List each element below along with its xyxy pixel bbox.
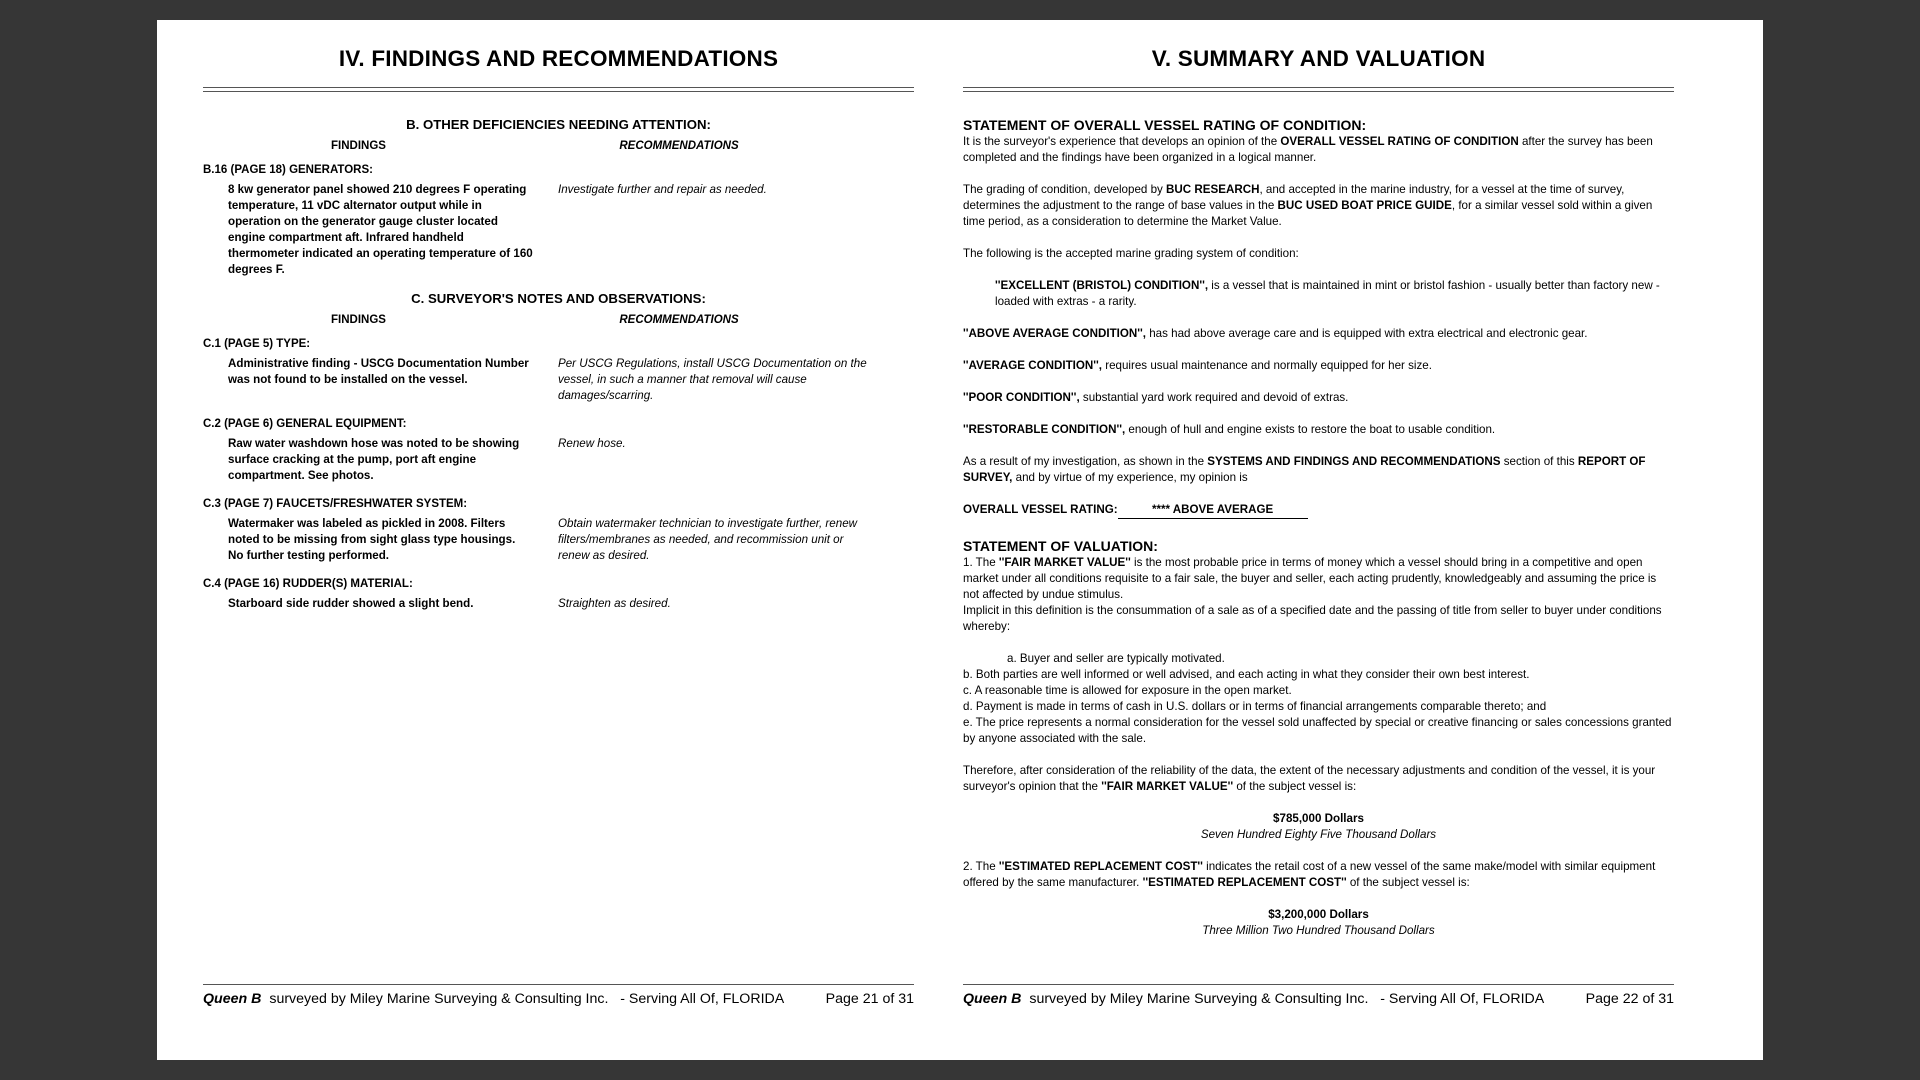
condition-item: b. Both parties are well informed or well advised, and each acting in what they consider their own best interest.	[963, 668, 1530, 681]
section-c-column-headers	[203, 312, 914, 328]
grade-desc: substantial yard work required and devoid of extras.	[1079, 391, 1349, 404]
list-item	[203, 162, 914, 278]
fmv-paragraph	[963, 555, 1674, 603]
recommendation-text: Investigate further and repair as needed.	[558, 183, 767, 196]
grade-name: ''EXCELLENT (BRISTOL) CONDITION'',	[995, 279, 1209, 292]
grade-name: ''ABOVE AVERAGE CONDITION'',	[963, 327, 1147, 340]
section-c-heading: C. SURVEYOR'S NOTES AND OBSERVATIONS:	[411, 291, 706, 306]
implicit-paragraph: Implicit in this definition is the consummation of a sale as of a specified date and the passing of title from seller to buyer under conditions whereby:	[963, 604, 1662, 633]
text-run: BUC USED BOAT PRICE GUIDE	[1277, 199, 1452, 212]
text-run: after the survey has been completed and the findings have been organized in a logical manner.	[963, 135, 1653, 164]
text-run: ''FAIR MARKET VALUE''	[998, 556, 1131, 569]
document-viewer-sheet	[157, 20, 1763, 1060]
table-row	[203, 596, 914, 612]
condition-item: e. The price represents a normal consideration for the vessel sold unaffected by special or creative financing or sales concessions granted by anyone associated with the sale.	[963, 716, 1672, 745]
findings-column-header: FINDINGS	[331, 140, 386, 152]
text-run: is the most probable price in terms of money which a vessel should bring in a competitive and open market under all conditions requisite to a fair sale, the buyer and seller, each acting prudently, knowledgeably and assuming the price is not affected by undue stimulus.	[963, 556, 1657, 601]
findings-content	[203, 116, 914, 624]
page-21	[157, 20, 960, 1060]
title-rule	[963, 87, 1674, 92]
section-b-heading: B. OTHER DEFICIENCIES NEEDING ATTENTION:	[406, 117, 711, 132]
item-label: C.3 (PAGE 7) FAUCETS/FRESHWATER SYSTEM:	[203, 498, 468, 510]
text-run: It is the surveyor's experience that develops an opinion of the	[963, 135, 1281, 148]
fmv-amount: $785,000 Dollars	[1273, 812, 1364, 825]
grade-name: ''AVERAGE CONDITION'',	[963, 359, 1102, 372]
text-run: REPORT OF SURVEY,	[963, 455, 1646, 484]
text-run: , for a similar vessel sold within a given time period, as a consideration to determine the Market Value.	[963, 199, 1653, 228]
text-run: ''FAIR MARKET VALUE''	[1101, 780, 1234, 793]
page-footer	[203, 988, 914, 1010]
finding-text: 8 kw generator panel showed 210 degrees F operating temperature, 11 vDC alternator output while in operation on the generator gauge cluster located engine compartment aft. Infrared handheld thermometer indicated an operating temperature of 160 degrees F.	[228, 183, 533, 276]
footer-surveyor: surveyed by Miley Marine Surveying & Consulting Inc. - Serving All Of, FLORIDA	[1029, 991, 1545, 1007]
footer-page-number: Page 21 of 31	[825, 991, 914, 1007]
text-run: 2. The	[963, 860, 999, 873]
finding-text: Starboard side rudder showed a slight bend.	[228, 597, 474, 610]
fmv-amount-words: Seven Hundred Eighty Five Thousand Dollars	[1200, 828, 1437, 841]
grade-desc: enough of hull and engine exists to restore the boat to usable condition.	[1125, 423, 1496, 436]
text-run: 1. The	[963, 556, 999, 569]
overall-rating-label: OVERALL VESSEL RATING:	[963, 503, 1118, 516]
recommendation-text: Renew hose.	[558, 437, 626, 450]
table-row	[203, 182, 914, 278]
footer-vessel-name: Queen B	[963, 991, 1022, 1007]
item-label: C.1 (PAGE 5) TYPE:	[203, 338, 311, 350]
erc-amount: $3,200,000 Dollars	[1268, 908, 1369, 921]
grade-excellent	[963, 278, 1674, 310]
overall-rating	[963, 502, 1674, 519]
grade-name: ''POOR CONDITION'',	[963, 391, 1080, 404]
footer-rule	[203, 984, 914, 985]
page-title: V. SUMMARY AND VALUATION	[1151, 46, 1486, 71]
grading-paragraph	[963, 182, 1674, 230]
condition-item: d. Payment is made in terms of cash in U.S. dollars or in terms of financial arrangements comparable thereto; and	[963, 700, 1547, 713]
finding-text: Watermaker was labeled as pickled in 2008. Filters noted to be missing from sight glass type housings. No further testing performed.	[228, 517, 516, 562]
page-footer	[963, 988, 1674, 1010]
grade-average	[963, 358, 1674, 374]
finding-text: Raw water washdown hose was noted to be showing surface cracking at the pump, port aft engine compartment. See photos.	[228, 437, 520, 482]
list-item	[203, 496, 914, 564]
recommendation-text: Per USCG Regulations, install USCG Documentation on the vessel, in such a manner that removal will cause damages/scarring.	[558, 357, 867, 402]
condition-item: a. Buyer and seller are typically motivated.	[1007, 652, 1225, 665]
item-label: C.4 (PAGE 16) RUDDER(S) MATERIAL:	[203, 578, 413, 590]
text-run: section of this	[1500, 455, 1578, 468]
table-row	[203, 436, 914, 484]
valuation-heading: STATEMENT OF VALUATION:	[963, 538, 1158, 554]
grade-name: ''RESTORABLE CONDITION'',	[963, 423, 1126, 436]
title-rule	[203, 87, 914, 92]
grade-desc: requires usual maintenance and normally equipped for her size.	[1102, 359, 1432, 372]
text-run: , and accepted in the marine industry, for a vessel at the time of survey, determines the adjustment to the range of base values in the	[963, 183, 1625, 212]
grade-poor	[963, 390, 1674, 406]
finding-text: Administrative finding - USCG Documentation Number was not found to be installed on the vessel.	[228, 357, 529, 386]
findings-column-header: FINDINGS	[331, 314, 386, 326]
overall-rating-value: **** ABOVE AVERAGE	[1118, 502, 1308, 519]
text-run: and by virtue of my experience, my opinion is	[1012, 471, 1248, 484]
item-label: B.16 (PAGE 18) GENERATORS:	[203, 164, 373, 176]
recommendations-column-header: RECOMMENDATIONS	[619, 140, 739, 152]
rating-heading: STATEMENT OF OVERALL VESSEL RATING OF CONDITION:	[963, 117, 1367, 133]
text-run: The grading of condition, developed by	[963, 183, 1167, 196]
page-title: IV. FINDINGS AND RECOMMENDATIONS	[338, 46, 779, 71]
grading-system-intro: The following is the accepted marine grading system of condition:	[963, 247, 1299, 260]
text-run: ''ESTIMATED REPLACEMENT COST''	[1142, 876, 1347, 889]
table-row	[203, 516, 914, 564]
text-run: OVERALL VESSEL RATING OF CONDITION	[1280, 135, 1519, 148]
page-22	[960, 20, 1763, 1060]
text-run: Therefore, after consideration of the reliability of the data, the extent of the necessary adjustments and condition of the vessel, it is your surveyor's opinion that the	[963, 764, 1656, 793]
text-run: SYSTEMS AND FINDINGS AND RECOMMENDATIONS	[1207, 455, 1501, 468]
footer-page-number: Page 22 of 31	[1585, 991, 1674, 1007]
grade-desc: has had above average care and is equipped with extra electrical and electronic gear.	[1146, 327, 1588, 340]
table-row	[203, 356, 914, 404]
erc-amount-words: Three Million Two Hundred Thousand Dollars	[1202, 924, 1435, 937]
list-item	[203, 576, 914, 612]
grade-desc: is a vessel that is maintained in mint or bristol fashion - usually better than factory new - loaded with extras - a rarity.	[995, 279, 1660, 308]
text-run: BUC RESEARCH	[1166, 183, 1260, 196]
text-run: of the subject vessel is:	[1233, 780, 1357, 793]
therefore-paragraph	[963, 763, 1674, 795]
text-run: As a result of my investigation, as shown in the	[963, 455, 1208, 468]
condition-item: c. A reasonable time is allowed for exposure in the open market.	[963, 684, 1292, 697]
text-run: ''ESTIMATED REPLACEMENT COST''	[998, 860, 1203, 873]
footer-rule	[963, 984, 1674, 985]
list-item	[203, 416, 914, 484]
grade-above-average	[963, 326, 1674, 342]
footer-vessel-name: Queen B	[203, 991, 262, 1007]
text-run: of the subject vessel is:	[1346, 876, 1470, 889]
footer-surveyor: surveyed by Miley Marine Surveying & Consulting Inc. - Serving All Of, FLORIDA	[269, 991, 785, 1007]
rating-intro-paragraph	[963, 134, 1674, 166]
recommendations-column-header: RECOMMENDATIONS	[619, 314, 739, 326]
text-run: indicates the retail cost of a new vessel of the same make/model with similar equipment offered by the same manufacturer.	[963, 860, 1656, 889]
recommendation-text: Obtain watermaker technician to investigate further, renew filters/membranes as needed, and recommission unit or renew as desired.	[558, 517, 858, 562]
investigation-paragraph	[963, 454, 1674, 486]
erc-paragraph	[963, 859, 1674, 891]
section-b-column-headers	[203, 138, 914, 154]
recommendation-text: Straighten as desired.	[558, 597, 671, 610]
list-item	[203, 336, 914, 404]
summary-content	[963, 116, 1674, 939]
item-label: C.2 (PAGE 6) GENERAL EQUIPMENT:	[203, 418, 407, 430]
grade-restorable	[963, 422, 1674, 438]
